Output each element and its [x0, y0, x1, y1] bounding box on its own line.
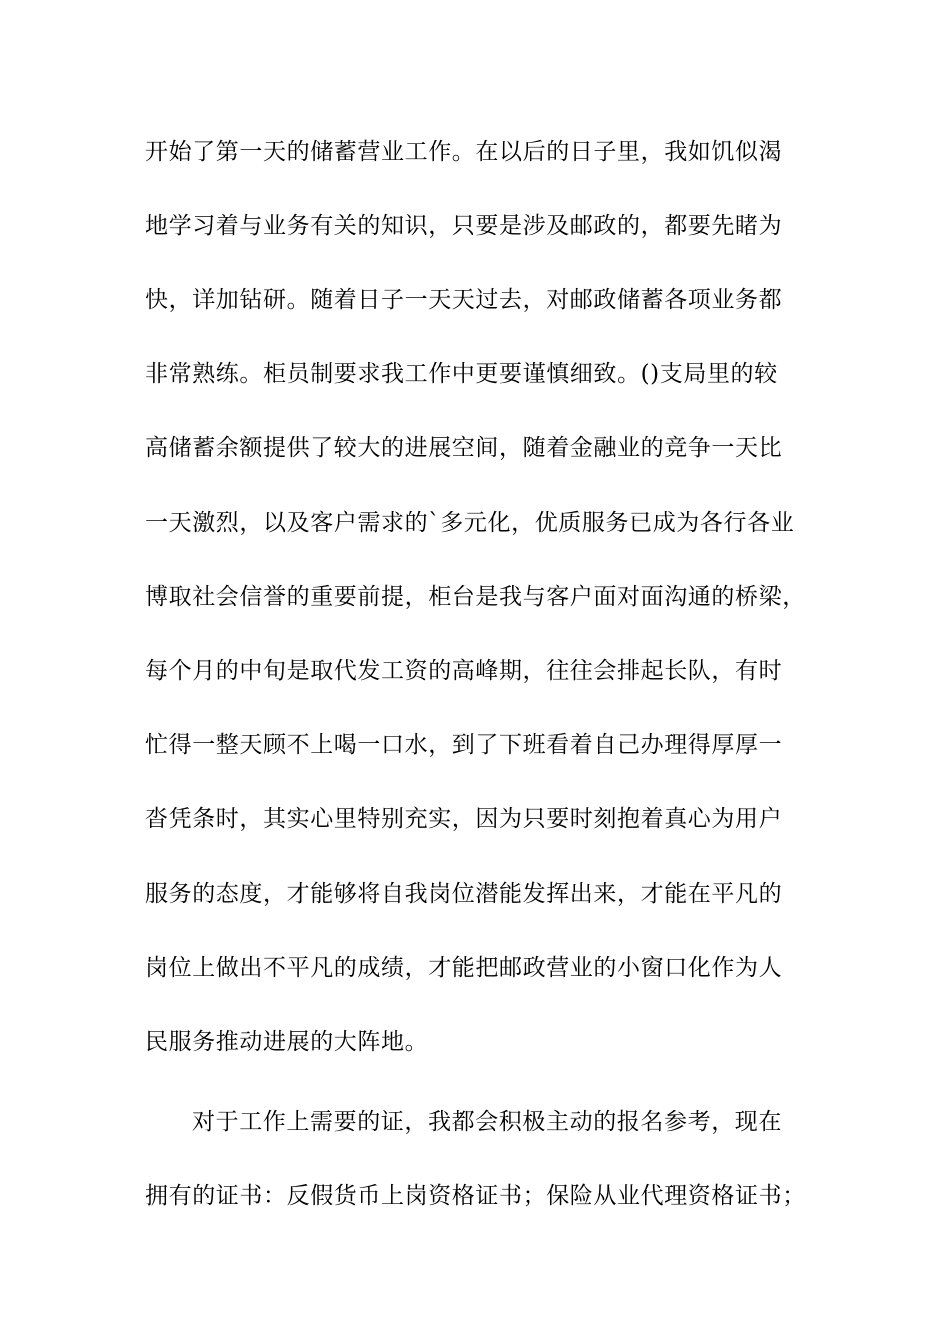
paragraph-line: 岗位上做出不平凡的成绩，才能把邮政营业的小窗口化作为人 [145, 955, 783, 981]
paragraph-line: 拥有的证书：反假货币上岗资格证书；保险从业代理资格证书； [145, 1183, 806, 1209]
paragraph-line: 服务的态度，才能够将自我岗位潜能发挥出来，才能在平凡的 [145, 881, 783, 907]
paragraph-line-indented: 对于工作上需要的证，我都会积极主动的报名参考，现在 [192, 1109, 782, 1135]
paragraph-line: 快，详加钻研。随着日子一天天过去，对邮政储蓄各项业务都 [145, 287, 783, 313]
paragraph-line: 每个月的中旬是取代发工资的高峰期，往往会排起长队，有时 [145, 658, 783, 684]
paragraph-line: 高储蓄余额提供了较大的进展空间，随着金融业的竞争一天比 [145, 435, 783, 461]
paragraph-line: 开始了第一天的储蓄营业工作。在以后的日子里，我如饥似渴 [145, 139, 783, 165]
paragraph-line: 地学习着与业务有关的知识，只要是涉及邮政的，都要先睹为 [145, 213, 783, 239]
paragraph-line: 民服务推动进展的大阵地。 [145, 1029, 429, 1055]
paragraph-line: 一天激烈，以及客户需求的`多元化，优质服务已成为各行各业 [145, 510, 795, 536]
paragraph-line: 博取社会信誉的重要前提，柜台是我与客户面对面沟通的桥梁， [145, 584, 806, 610]
paragraph-line: 忙得一整天顾不上喝一口水，到了下班看着自己办理得厚厚一 [145, 732, 783, 758]
paragraph-line: 沓凭条时，其实心里特别充实，因为只要时刻抱着真心为用户 [145, 806, 783, 832]
paragraph-line: 非常熟练。柜员制要求我工作中更要谨慎细致。()支局里的较 [145, 361, 778, 387]
